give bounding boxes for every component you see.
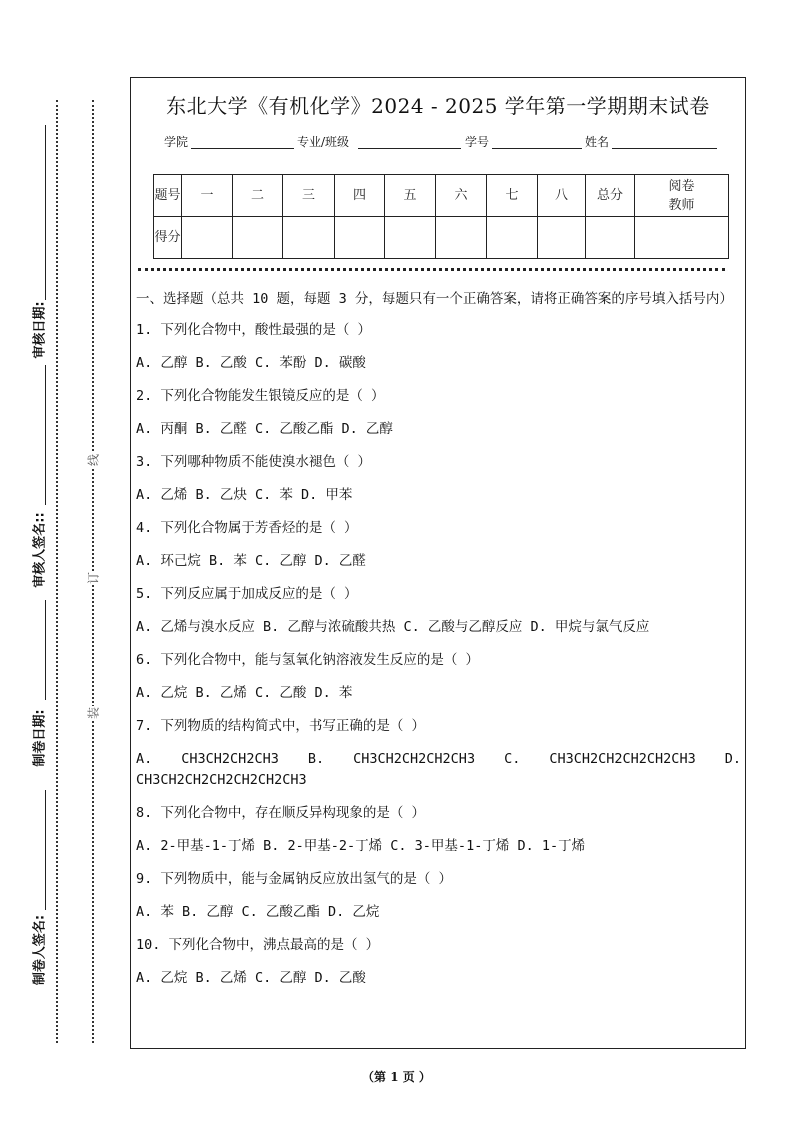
- score-cell-total[interactable]: [586, 217, 635, 259]
- col-header: 三: [283, 175, 335, 217]
- question-options: A. 乙烷 B. 乙烯 C. 乙酸 D. 苯: [136, 685, 353, 701]
- exam-title: 东北大学《有机化学》2024 - 2025 学年第一学期期末试卷: [166, 94, 710, 118]
- score-table-header-row: [154, 175, 729, 217]
- maker-signature-label: 制卷人签名:: [32, 914, 48, 986]
- score-cell[interactable]: [436, 217, 487, 259]
- question-text: 1. 下列化合物中，酸性最强的是（ ）: [136, 322, 372, 338]
- question-list: [136, 320, 741, 989]
- make-date-label: 制卷日期:: [32, 709, 48, 767]
- score-cell[interactable]: [233, 217, 283, 259]
- score-cell[interactable]: [283, 217, 335, 259]
- score-cell[interactable]: [487, 217, 538, 259]
- review-date-line: [45, 125, 46, 300]
- score-cell[interactable]: [538, 217, 586, 259]
- question-text: 3. 下列哪种物质不能使溴水褪色（ ）: [136, 454, 372, 470]
- question-options: A. 2-甲基-1-丁烯 B. 2-甲基-2-丁烯 C. 3-甲基-1-丁烯 D. 1-丁烯: [136, 838, 586, 854]
- question-section: [136, 288, 741, 1001]
- col-header: 四: [335, 175, 385, 217]
- question-text: 8. 下列化合物中，存在顺反异构现象的是（ ）: [136, 805, 426, 821]
- score-cell[interactable]: [335, 217, 385, 259]
- page-number: （第 1 页 ）: [362, 1070, 431, 1084]
- question-options: A. 丙酮 B. 乙醛 C. 乙酸乙酯 D. 乙醇: [136, 421, 393, 437]
- question-text: 6. 下列化合物中，能与氢氧化钠溶液发生反应的是（ ）: [136, 652, 480, 668]
- reviewer-signature-line: [45, 365, 46, 505]
- question-options: A. 环己烷 B. 苯 C. 乙醇 D. 乙醛: [136, 553, 366, 569]
- name-field[interactable]: [612, 148, 717, 149]
- question-text: 7. 下列物质的结构简式中，书写正确的是（ ）: [136, 718, 426, 734]
- college-label: 学院: [164, 135, 189, 149]
- col-header-grader: 阅卷教师: [635, 175, 729, 217]
- binding-mark-ding: 订: [86, 571, 101, 585]
- row-label-question-number: 题号: [154, 175, 182, 217]
- question-text: 5. 下列反应属于加成反应的是（ ）: [136, 586, 358, 602]
- col-header: 五: [385, 175, 436, 217]
- student-id-label: 学号: [465, 135, 490, 149]
- make-date-line: [45, 600, 46, 700]
- col-header: 八: [538, 175, 586, 217]
- score-table: [153, 174, 729, 259]
- question-text: 4. 下列化合物属于芳香烃的是（ ）: [136, 520, 358, 536]
- margin-dotted-line-outer: [56, 100, 58, 1043]
- college-field[interactable]: [191, 148, 294, 149]
- score-cell[interactable]: [385, 217, 436, 259]
- review-date-label: 审核日期:: [32, 301, 48, 359]
- reviewer-signature-label: 审核人签名::: [32, 512, 48, 588]
- question-text: 10. 下列化合物中，沸点最高的是（ ）: [136, 937, 380, 953]
- question-options: A. CH3CH2CH2CH3 B. CH3CH2CH2CH2CH3 C. CH3CH2CH2CH2CH2CH3 D. CH3CH2CH2CH2CH2CH2CH3: [136, 751, 741, 788]
- exam-frame: [130, 77, 746, 1049]
- col-header: 二: [233, 175, 283, 217]
- question-options: A. 乙烯与溴水反应 B. 乙醇与浓硫酸共热 C. 乙酸与乙醇反应 D. 甲烷与氯气反应: [136, 619, 650, 635]
- question-options: A. 乙烷 B. 乙烯 C. 乙醇 D. 乙酸: [136, 970, 366, 986]
- score-cell[interactable]: [182, 217, 233, 259]
- name-label: 姓名: [585, 135, 610, 149]
- question-text: 9. 下列物质中，能与金属钠反应放出氢气的是（ ）: [136, 871, 453, 887]
- question-options: A. 乙醇 B. 乙酸 C. 苯酚 D. 碳酸: [136, 355, 366, 371]
- col-header: 六: [436, 175, 487, 217]
- question-options: A. 乙烯 B. 乙炔 C. 苯 D. 甲苯: [136, 487, 353, 503]
- binding-mark-zhuang: 装: [86, 706, 101, 720]
- question-options: A. 苯 B. 乙醇 C. 乙酸乙酯 D. 乙烷: [136, 904, 380, 920]
- major-class-label: 专业/班级: [297, 135, 350, 149]
- binding-mark-xian: 线: [86, 453, 101, 467]
- col-header: 七: [487, 175, 538, 217]
- col-header: 一: [182, 175, 233, 217]
- student-id-field[interactable]: [492, 148, 582, 149]
- row-label-score: 得分: [154, 217, 182, 259]
- section-divider: [138, 268, 725, 271]
- major-class-field[interactable]: [358, 148, 461, 149]
- section-heading: 一、选择题（总共 10 题，每题 3 分，每题只有一个正确答案，请将正确答案的序号填入括号内）: [136, 291, 733, 307]
- maker-signature-line: [45, 790, 46, 910]
- score-cell-grader[interactable]: [635, 217, 729, 259]
- score-table-score-row: [154, 217, 729, 259]
- question-text: 2. 下列化合物能发生银镜反应的是（ ）: [136, 388, 385, 404]
- col-header-total: 总分: [586, 175, 635, 217]
